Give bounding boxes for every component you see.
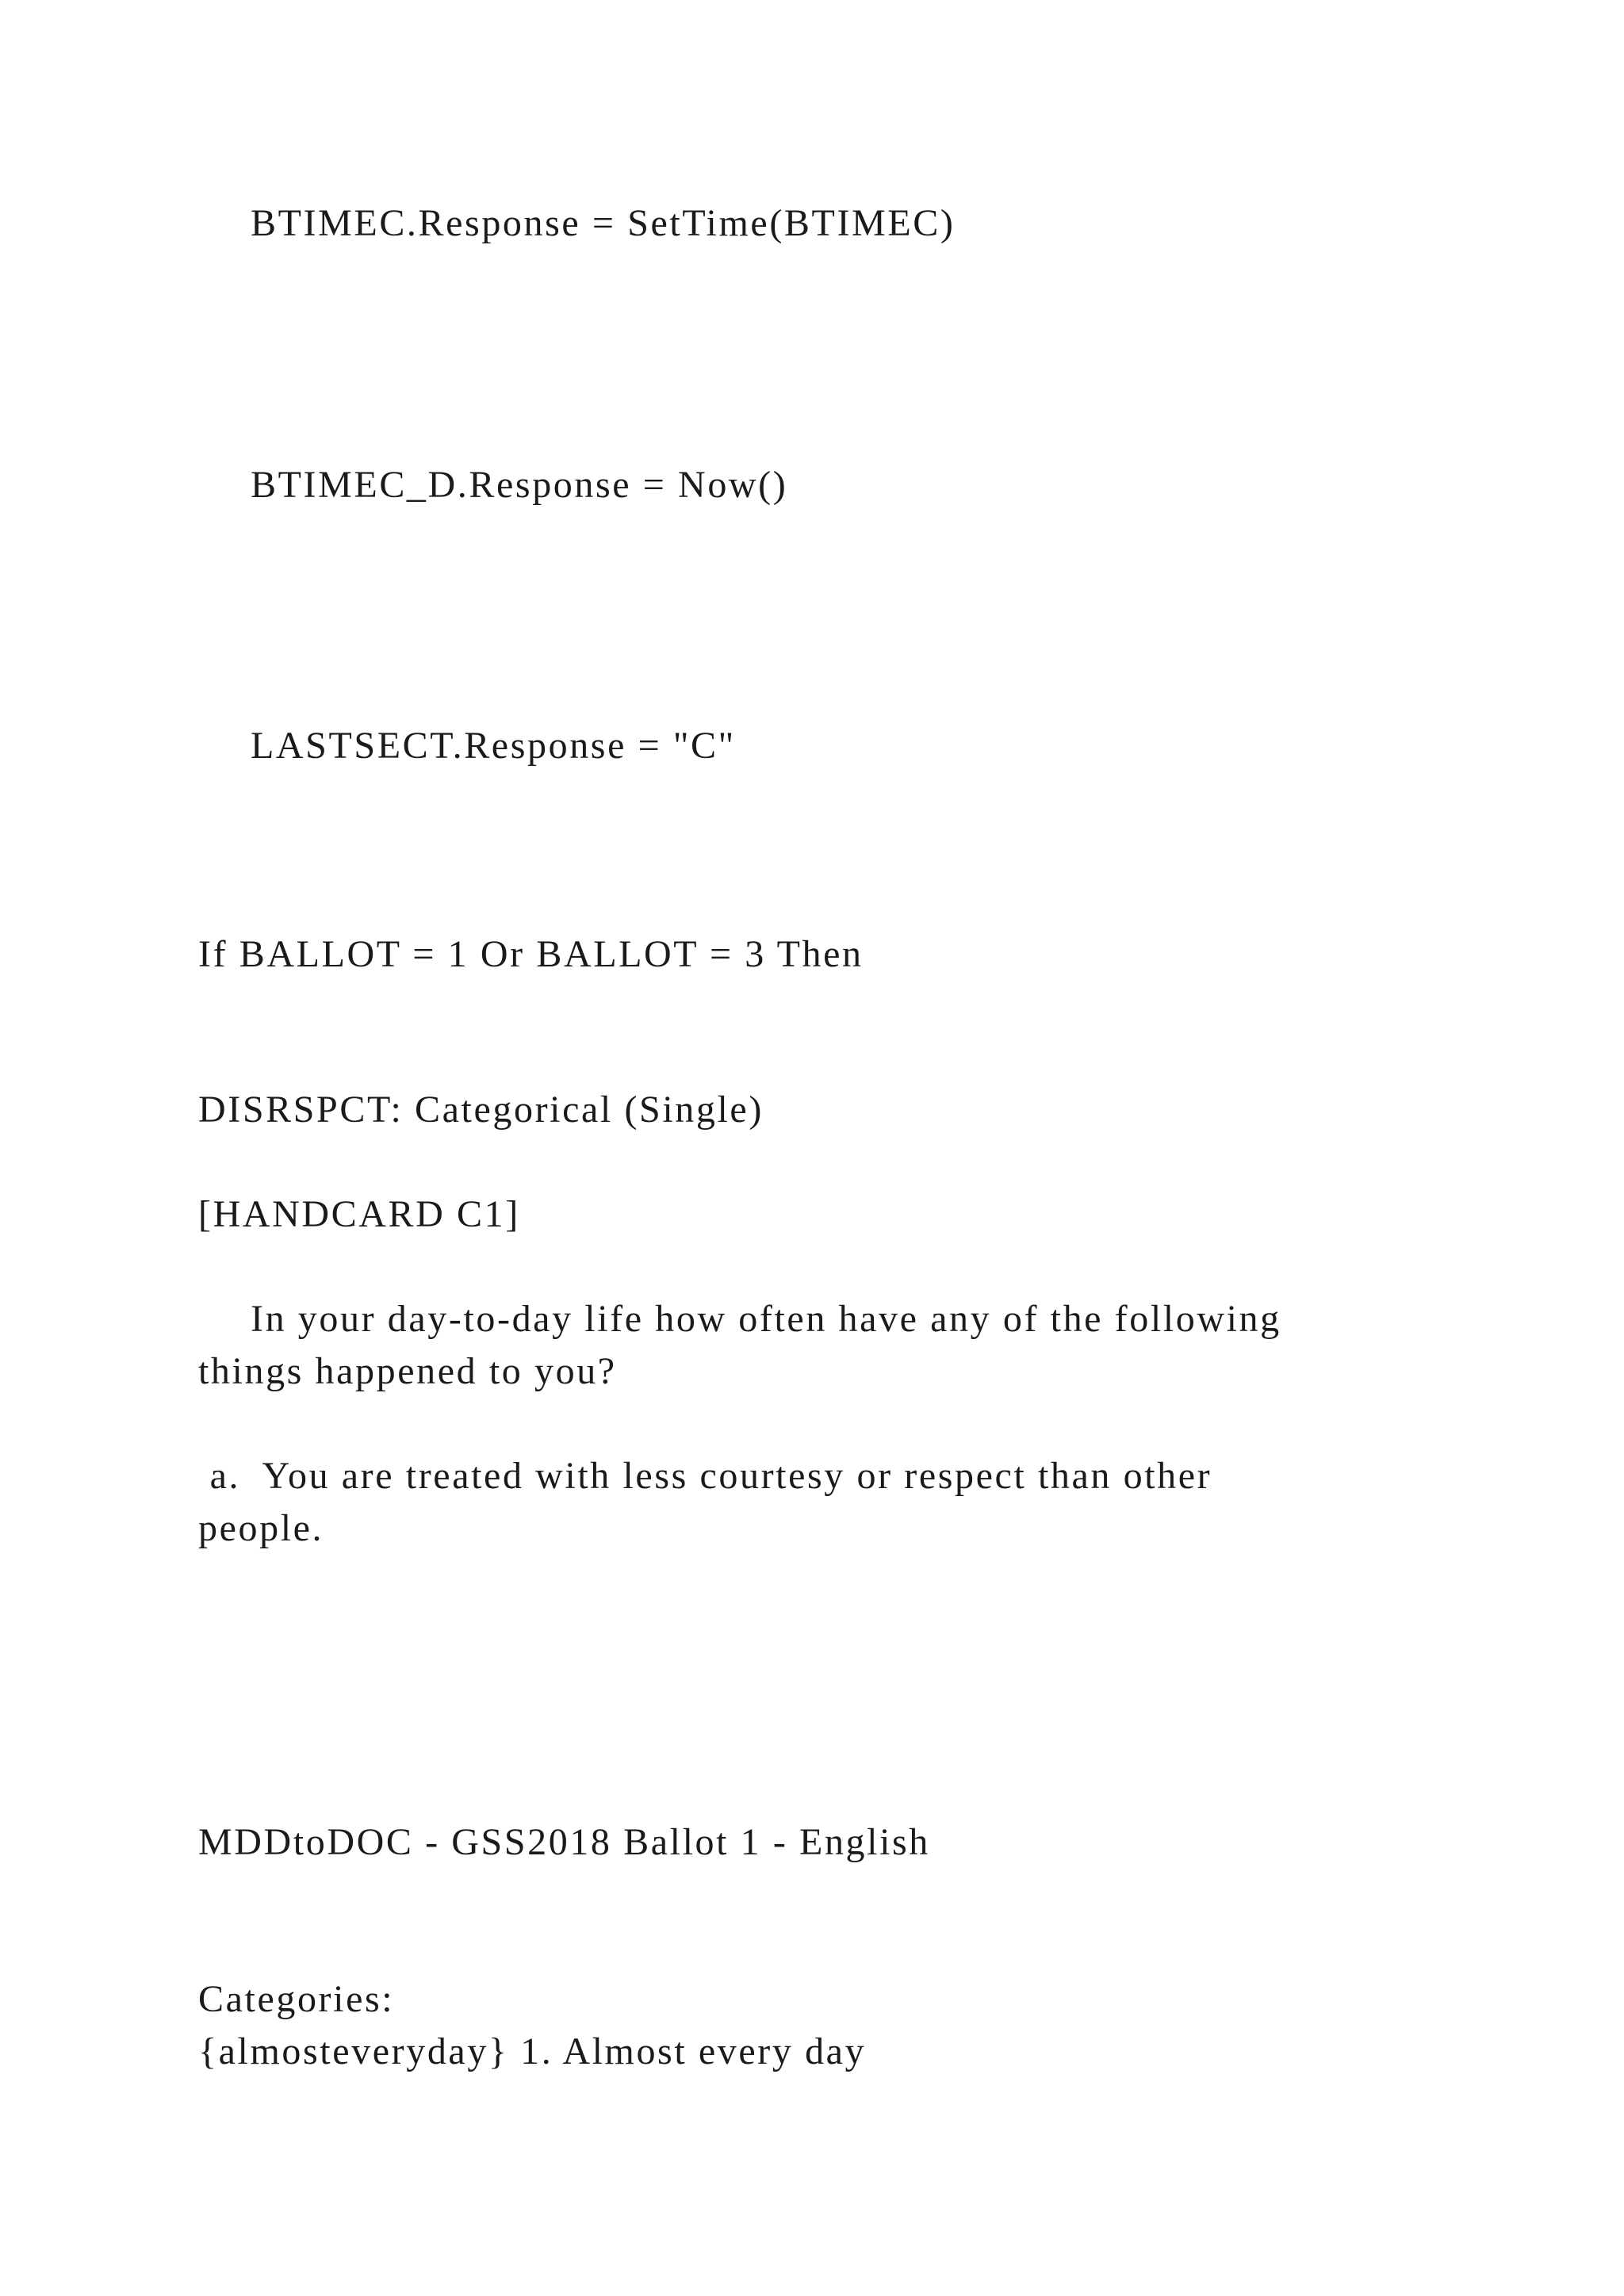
question-heading: DISRSPCT: Categorical (Single) (198, 1089, 764, 1131)
condition-line: If BALLOT = 1 Or BALLOT = 3 Then (198, 933, 864, 975)
document-footer-title: MDDtoDOC - GSS2018 Ballot 1 - English (198, 1821, 930, 1863)
code-line-btimec-d: BTIMEC_D.Response = Now() (251, 464, 788, 506)
question-item-a-line-2: people. (198, 1507, 324, 1549)
question-text-line-1: In your day-to-day life how often have any of the following (251, 1298, 1281, 1340)
handcard-label: [HANDCARD C1] (198, 1193, 520, 1235)
code-line-btimec: BTIMEC.Response = SetTime(BTIMEC) (251, 202, 956, 244)
category-item: {almosteveryday} 1. Almost every day (198, 2030, 867, 2072)
categories-heading: Categories: (198, 1978, 395, 2020)
question-text-line-2: things happened to you? (198, 1350, 617, 1392)
code-line-lastsect: LASTSECT.Response = "C" (251, 725, 736, 767)
question-item-a-line-1: a. You are treated with less courtesy or respect than other (198, 1455, 1212, 1497)
